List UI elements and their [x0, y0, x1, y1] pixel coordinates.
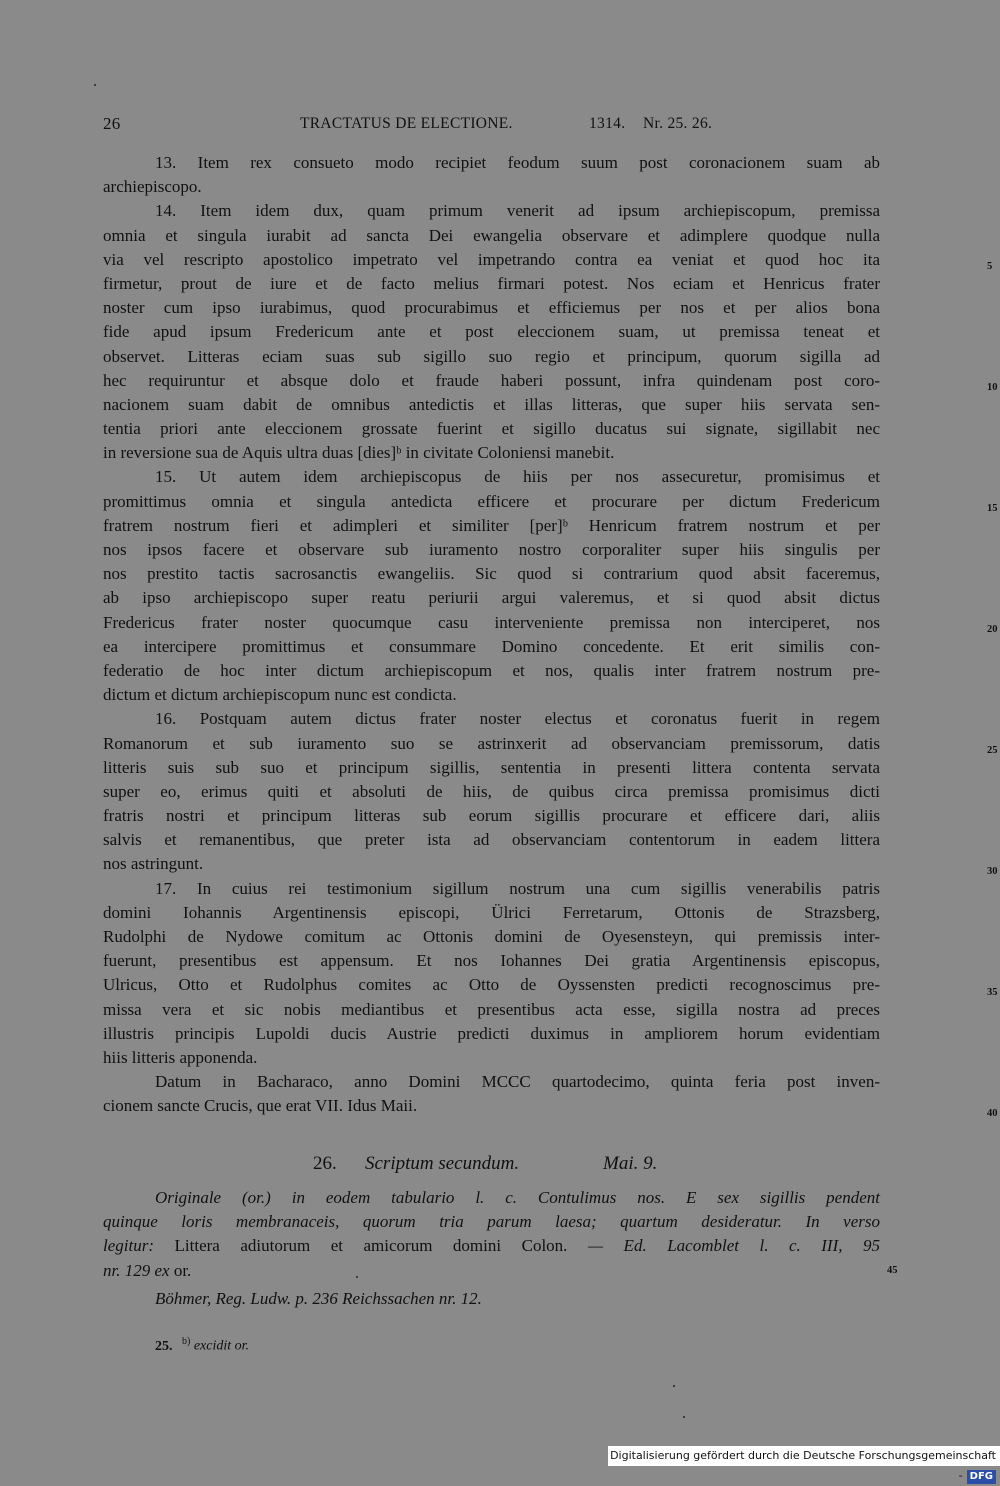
- body-line: 15. Ut autem idem archiepiscopus de hiis per nos assecuretur, promisimus et: [155, 467, 880, 487]
- footnote-number: 25.: [155, 1338, 173, 1354]
- document-date: Mai. 9.: [603, 1153, 658, 1174]
- footnote-text: excidit or.: [193, 1338, 250, 1354]
- body-line: litteris suis sub suo et principum sigillis, sententia in presenti littera contenta servata: [103, 757, 880, 777]
- editorial-notes: [103, 1186, 898, 1311]
- dfg-logo: DFG: [967, 1470, 996, 1484]
- page-number: 26: [103, 114, 121, 133]
- scan-speck: [356, 1276, 358, 1278]
- body-line: hec requiruntur et absque dolo et fraude haberi possunt, infra quindenam post coro-: [103, 370, 880, 390]
- note-line-number: 45: [887, 1264, 898, 1276]
- body-line: 17. In cuius rei testimonium sigillum nostrum una cum sigillis venerabilis patris: [155, 878, 880, 898]
- note-line: Böhmer, Reg. Ludw. p. 236 Reichssachen nr. 12.: [155, 1288, 482, 1308]
- body-line: cionem sancte Crucis, que erat VII. Idus Maii.: [103, 1096, 418, 1116]
- body-line: Romanorum et sub iuramento suo se astrinxerit ad observanciam premissorum, datis: [103, 733, 880, 753]
- body-line: promittimus omnia et singula antedicta efficere et procurare per dictum Fredericum: [103, 491, 880, 511]
- funding-credit: [608, 1446, 1000, 1482]
- body-line: illustris principis Lupoldi ducis Austrie predicti duximus in ampliorem horum evidentiam: [103, 1023, 880, 1043]
- note-line: Originale (or.) in eodem tabulario l. c. Contulimus nos. E sex sigillis pendent: [155, 1188, 880, 1207]
- document-title: Scriptum secundum.: [365, 1153, 520, 1174]
- line-number: 40: [987, 1107, 998, 1119]
- note-edition: — Ed. Lacomblet l. c. III, 95: [587, 1236, 881, 1256]
- body-line: omnia et singula iurabit ad sancta Dei ewangelia observare et adimplere quodque nulla: [103, 225, 880, 245]
- body-line: fide apud ipsum Fredericum ante et post eleccionem suam, ut premissa teneat et: [103, 322, 880, 342]
- body-line: fratris nostri et principum litteras sub eorum sigillis procurare et efficere dari, aliis: [103, 806, 880, 826]
- note-line: [103, 1234, 880, 1258]
- line-number: 15: [987, 502, 998, 514]
- body-line: observet. Litteras eciam suas sub sigillo suo regio et principum, quorum sigilla ad: [103, 346, 880, 366]
- body-line: via vel rescripto apostolico impetrato vel impetrando contra ea veniat et quod hoc ita: [103, 249, 880, 269]
- document-number: 26.: [313, 1153, 337, 1174]
- header-year: 1314.: [589, 115, 626, 132]
- body-line: 13. Item rex consueto modo recipiet feodum suum post coronacionem suam ab: [155, 153, 880, 172]
- body-line: Rudolphi de Nydowe comitum ac Ottonis domini de Oyesensteyn, qui premissis inter-: [103, 927, 880, 946]
- note-nr: nr. 129 ex: [103, 1260, 170, 1280]
- note-line: [103, 1259, 898, 1283]
- credit-text: Digitalisierung gefördert durch die Deutsche Forschungsgemeinschaft -: [610, 1449, 996, 1482]
- line-number: 30: [987, 865, 998, 877]
- body-line: 16. Postquam autem dictus frater noster electus et coronatus fuerit in regem: [155, 709, 880, 729]
- body-line: 14. Item idem dux, quam primum venerit ad ipsum archiepiscopum, premissa: [155, 201, 880, 221]
- header-title: TRACTATUS DE ELECTIONE.: [300, 115, 513, 132]
- body-line: missa vera et sic nobis mediantibus et presentibus acta esse, sigilla nostra ad preces: [103, 999, 880, 1019]
- document-body: [103, 151, 998, 1119]
- body-line: ab ipso archiepiscopo super reatu periurii argui valeremus, et si quod absit dictus: [103, 588, 880, 608]
- body-line: ea intercipere promittimus et consummare Domino concedente. Et erit similis con-: [103, 636, 880, 656]
- body-line: nos prestito tactis sacrosanctis ewangeliis. Sic quod si contrarium quod absit faceremus,: [103, 564, 880, 584]
- body-line: nos ipsos facere et observare sub iuramento nostro corporaliter super hiis singulis per: [103, 540, 880, 559]
- footnote-mark: b): [182, 1336, 191, 1347]
- body-line: nos astringunt.: [103, 854, 204, 874]
- body-line: fratrem nostrum fieri et adimpleri et similiter [per]ᵇ Henricum fratrem nostrum et per: [103, 515, 880, 535]
- scan-speck: [683, 1416, 685, 1418]
- body-line: Ulricus, Otto et Rudolphus comites ac Otto de Oyssensten predicti recognoscimus pre-: [103, 975, 880, 995]
- body-line: nacionem suam dabit de omnibus antedictis et illas litteras, que super hiis servata sen-: [103, 394, 880, 414]
- body-line: dictum et dictum archiepiscopum nunc est condicta.: [103, 685, 457, 705]
- note-legitur: legitur:: [103, 1236, 154, 1256]
- body-line: fuerunt, presentibus est appensum. Et nos Iohannes Dei gratia Argentinensis episcopus,: [103, 951, 880, 971]
- scan-speck: [673, 1385, 675, 1387]
- body-line: firmetur, prout de iure et de facto melius firmari potest. Nos eciam et Henricus frater: [103, 273, 880, 293]
- scan-speck: [94, 84, 96, 86]
- footnote: [155, 1336, 249, 1355]
- body-line: salvis et remanentibus, que preter ista ad observanciam contentorum in eadem littera: [103, 830, 880, 850]
- line-number: 5: [987, 260, 993, 272]
- line-number: 10: [987, 381, 998, 393]
- running-header: [103, 114, 880, 138]
- body-line: Fredericus frater noster quocumque casu interveniente premissa non interciperet, nos: [103, 612, 880, 632]
- body-line: noster cum ipso iurabimus, quod procurabimus et efficiemus per nos et per alios bona: [103, 298, 880, 318]
- body-lines: [103, 151, 880, 1119]
- note-or: or.: [173, 1260, 192, 1280]
- body-line: super eo, erimus quiti et absoluti de hiis, de quibus circa premissa promisimus dicti: [103, 781, 880, 801]
- body-line: archiepiscopo.: [103, 177, 202, 197]
- line-number: 20: [987, 623, 998, 635]
- body-line: federatio de hoc inter dictum archiepiscopum et nos, qualis inter fratrem nostrum pre-: [103, 660, 880, 680]
- note-line: quinque loris membranaceis, quorum tria parum laesa; quartum desideratur. In verso: [103, 1212, 880, 1232]
- body-line: tentia priori ante eleccionem grossate fuerint et sigillo ducatus sui signate, sigillabit nec: [103, 419, 880, 439]
- body-line: domini Iohannis Argentinensis episcopi, Ülrici Ferretarum, Ottonis de Strazsberg,: [103, 902, 880, 922]
- body-line: hiis litteris apponenda.: [103, 1047, 258, 1067]
- document-26-heading: [103, 1153, 880, 1179]
- line-number: 25: [987, 744, 998, 756]
- body-line: in reversione sua de Aquis ultra duas [dies]ᵇ in civitate Coloniensi manebit.: [103, 443, 615, 463]
- note-verso-text: Littera adiutorum et amicorum domini Colon.: [174, 1236, 568, 1256]
- line-number: 35: [987, 986, 998, 998]
- header-document-numbers: Nr. 25. 26.: [643, 115, 713, 132]
- body-line: Datum in Bacharaco, anno Domini MCCC quartodecimo, quinta feria post inven-: [155, 1072, 880, 1092]
